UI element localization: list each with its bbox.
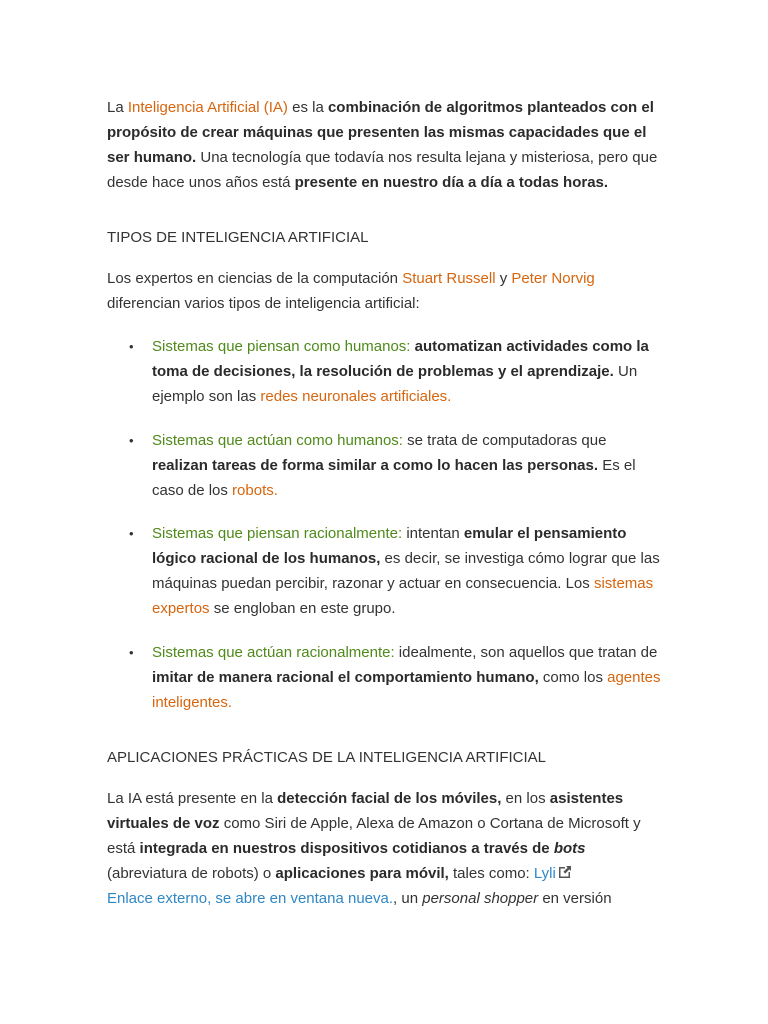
ai-types-list [107,334,662,715]
item-label: Sistemas que actúan racionalmente: [152,643,395,661]
paragraph-italic: personal shopper [422,889,539,907]
paragraph-text: Los expertos en ciencias de la computación [107,270,403,287]
bullet: • [129,644,134,660]
item-label: Sistemas que actúan como humanos: [152,431,403,449]
experts-paragraph [107,266,662,316]
robots-link[interactable]: robots. [232,481,278,499]
intro-paragraph [107,95,662,195]
paragraph-bold: integrada en nuestros dispositivos cotidianos a través de [139,839,554,857]
item-bold: realizan tareas de forma similar a como lo hacen las personas. [152,456,599,474]
bullet: • [129,526,134,541]
intro-bold: combinación de algoritmos planteados con el propósito de crear máquinas que presenten las mismas capacidades que el ser humano. [107,99,654,166]
ia-link[interactable]: Inteligencia Artificial (IA) [127,99,288,116]
paragraph-text: , un [393,889,423,907]
bullet: • [129,432,134,448]
item-bold: automatizan actividades como la toma de decisiones, la resolución de problemas y el aprendizaje. [152,338,649,380]
item-text: Un ejemplo son las [152,363,638,405]
paragraph-text: en los [501,789,550,807]
paragraph-bold: aplicaciones para móvil, [275,864,449,882]
intro-bold: presente en nuestro día a día a todas horas. [294,174,609,191]
item-label: Sistemas que piensan racionalmente: [152,525,403,542]
article-body [107,95,662,911]
item-label: Sistemas que piensan como humanos: [152,338,411,355]
item-text: se trata de computadoras que [402,431,607,449]
sistemas-expertos-link[interactable]: sistemas expertos [152,575,654,617]
paragraph-text: en versión [538,889,612,907]
item-text: es decir, se investiga cómo lograr que las máquinas puedan percibir, razonar y actuar en consecuencia. Los [152,550,660,592]
paragraph-text: y [495,270,512,287]
item-text: idealmente, son aquellos que tratan de [394,643,658,661]
redes-neuronales-link[interactable]: redes neuronales artificiales. [260,388,452,405]
applications-paragraph [107,786,662,911]
item-bold: imitar de manera racional el comportamiento humano, [152,668,539,686]
paragraph-text: La IA está presente en la [107,789,278,807]
bullet: • [129,339,134,354]
external-link-icon[interactable] [557,864,573,880]
paragraph-text: (abreviatura de robots) o [107,864,276,882]
paragraph-text: tales como: [448,864,534,882]
intro-text: La [107,99,128,116]
intro-text: es la [287,99,328,116]
stuart-russell-link[interactable]: Stuart Russell [402,270,496,287]
paragraph-bold: asistentes virtuales de voz [107,789,624,832]
section-heading-tipos: TIPOS DE INTELIGENCIA ARTIFICIAL [107,229,369,246]
list-item [129,428,662,503]
peter-norvig-link[interactable]: Peter Norvig [511,270,595,287]
item-text: intentan [402,525,464,542]
item-text: se engloban en este grupo. [209,600,396,617]
intro-text: Una tecnología que todavía nos resulta lejana y misteriosa, pero que desde hace unos años está [107,149,658,191]
bots-bold-italic: bots [553,839,586,857]
paragraph-text: como Siri de Apple, Alexa de Amazon o Cortana de Microsoft y está [107,814,641,857]
list-item [129,521,662,621]
list-item [129,334,662,409]
paragraph-bold: detección facial de los móviles, [277,789,502,807]
section-heading-aplicaciones: APLICACIONES PRÁCTICAS DE LA INTELIGENCIA ARTIFICIAL [107,748,547,766]
item-text: como los [538,668,608,686]
paragraph-text: diferencian varios tipos de inteligencia artificial: [107,295,420,312]
external-link-text[interactable]: Enlace externo, se abre en ventana nueva. [107,889,394,907]
list-item [129,640,662,715]
agentes-inteligentes-link[interactable]: agentes inteligentes. [152,668,661,711]
item-text: Es el caso de los [152,456,636,499]
lyli-link[interactable]: Lyli [533,864,556,882]
item-bold: emular el pensamiento lógico racional de los humanos, [152,525,627,567]
